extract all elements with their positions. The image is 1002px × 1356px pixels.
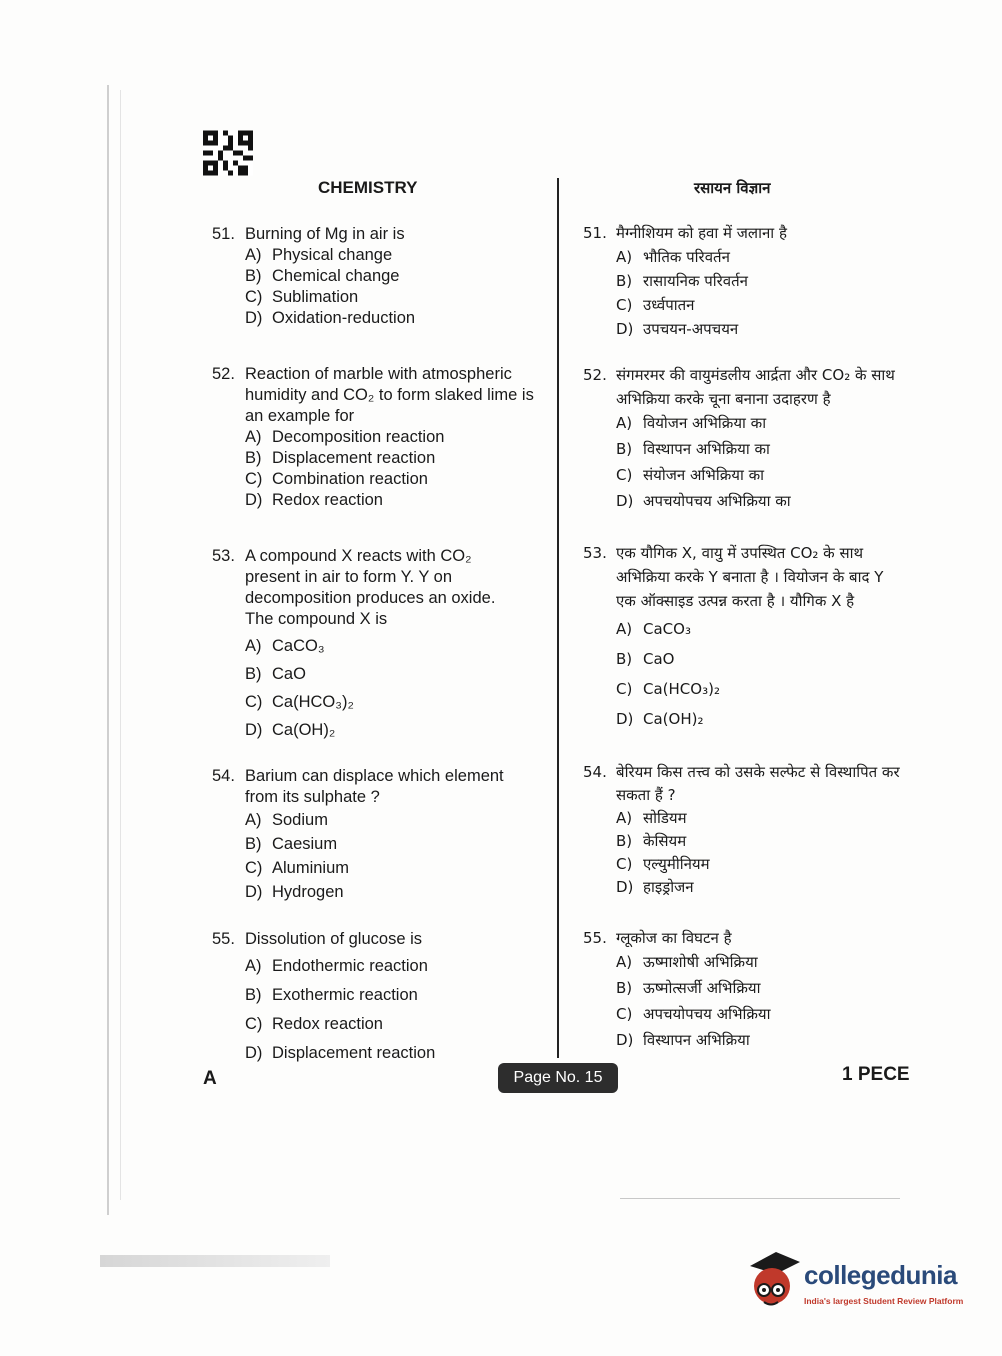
option-c: C) Sublimation bbox=[245, 288, 359, 306]
option-a: A) Physical change bbox=[245, 246, 393, 264]
option-a: A) Endothermic reaction bbox=[245, 957, 428, 975]
question-number: 55. bbox=[583, 929, 607, 947]
question-text: मैग्नीशियम को हवा में जलाना है bbox=[616, 224, 787, 242]
question-51-hi bbox=[583, 221, 903, 363]
question-text: एक यौगिक X, वायु में उपस्थित CO₂ के साथ अभिक्रिया करके Y बनाता है । वियोजन के बाद Y एक ऑक्साइड उत्पन्न करता है । यौगिक X है bbox=[616, 544, 884, 610]
option-a: A) सोडियम bbox=[616, 809, 687, 827]
scan-edge bbox=[107, 85, 109, 1215]
option-b: B) CaO bbox=[616, 650, 675, 668]
watermark-logo bbox=[742, 1248, 972, 1316]
option-a: A) CaCO₃ bbox=[616, 620, 691, 638]
option-b: B) ऊष्मोत्सर्जी अभिक्रिया bbox=[616, 979, 761, 997]
scan-rule bbox=[620, 1198, 900, 1199]
page-number: Page No. 15 bbox=[498, 1063, 618, 1093]
option-a: A) Decomposition reaction bbox=[245, 428, 445, 446]
option-c: C) अपचयोपचय अभिक्रिया bbox=[616, 1005, 771, 1023]
option-d: D) विस्थापन अभिक्रिया bbox=[616, 1031, 750, 1049]
english-heading: CHEMISTRY bbox=[318, 178, 418, 197]
option-c: C) एल्युमीनियम bbox=[616, 855, 710, 873]
question-text: Reaction of marble with atmospheric humidity and CO₂ to form slaked lime is an example for bbox=[245, 365, 534, 425]
option-d: D) अपचयोपचय अभिक्रिया का bbox=[616, 492, 791, 510]
brand-name: collegedunia bbox=[804, 1260, 957, 1290]
option-d: D) हाइड्रोजन bbox=[616, 878, 694, 896]
question-text: A compound X reacts with CO₂ present in air to form Y. Y on decomposition produces an oxide. The compound X is bbox=[245, 547, 496, 628]
english-column bbox=[212, 224, 537, 1072]
option-d: D) Displacement reaction bbox=[245, 1044, 436, 1062]
option-b: B) Exothermic reaction bbox=[245, 986, 418, 1004]
option-c: C) Ca(HCO₃)₂ bbox=[616, 680, 720, 698]
question-text: संगमरमर की वायुमंडलीय आर्द्रता और CO₂ के साथ अभिक्रिया करके चूना बनाना उदाहरण है bbox=[616, 366, 895, 408]
question-text: Burning of Mg in air is bbox=[245, 225, 405, 243]
question-number: 51. bbox=[583, 224, 607, 242]
option-a: A) भौतिक परिवर्तन bbox=[616, 248, 730, 266]
question-number: 52. bbox=[583, 366, 607, 384]
option-c: C) Combination reaction bbox=[245, 470, 428, 488]
brand-tagline: India's largest Student Review Platform bbox=[804, 1296, 964, 1306]
option-a: A) वियोजन अभिक्रिया का bbox=[616, 414, 767, 432]
scan-edge bbox=[120, 90, 121, 1200]
question-52-en bbox=[212, 364, 537, 546]
option-c: C) संयोजन अभिक्रिया का bbox=[616, 466, 765, 484]
question-number: 55. bbox=[212, 930, 235, 948]
option-c: C) Ca(HCO₃)₂ bbox=[245, 693, 354, 711]
question-53-hi bbox=[583, 541, 903, 761]
question-text: Dissolution of glucose is bbox=[245, 930, 423, 948]
question-52-hi bbox=[583, 363, 903, 541]
option-b: B) Displacement reaction bbox=[245, 449, 436, 467]
question-number: 53. bbox=[212, 547, 235, 565]
question-number: 53. bbox=[583, 544, 607, 562]
option-d: D) Hydrogen bbox=[245, 883, 344, 901]
mascot-icon bbox=[742, 1248, 802, 1316]
option-c: C) उर्ध्वपातन bbox=[616, 296, 695, 314]
option-b: B) केसियम bbox=[616, 832, 687, 850]
option-a: A) ऊष्माशोषी अभिक्रिया bbox=[616, 953, 758, 971]
qr-code-icon bbox=[203, 130, 253, 176]
option-a: A) CaCO₃ bbox=[245, 637, 325, 655]
option-b: B) Caesium bbox=[245, 835, 338, 853]
question-number: 54. bbox=[212, 767, 235, 785]
option-b: B) विस्थापन अभिक्रिया का bbox=[616, 440, 770, 458]
question-55-en bbox=[212, 929, 537, 1072]
question-text: बेरियम किस तत्त्व को उसके सल्फेट से विस्थापित कर सकता हैं ? bbox=[616, 763, 900, 804]
hindi-column bbox=[583, 221, 903, 1054]
option-b: B) रासायनिक परिवर्तन bbox=[616, 272, 748, 290]
option-d: D) Ca(OH)₂ bbox=[616, 710, 704, 728]
scan-shadow bbox=[100, 1255, 330, 1267]
question-number: 54. bbox=[583, 763, 607, 781]
hindi-heading: रसायन विज्ञान bbox=[694, 179, 771, 197]
paper-code: 1 PECE bbox=[842, 1064, 910, 1085]
question-53-en bbox=[212, 546, 537, 766]
question-51-en bbox=[212, 224, 537, 364]
question-55-hi bbox=[583, 926, 903, 1054]
option-b: B) CaO bbox=[245, 665, 306, 683]
option-c: C) Aluminium bbox=[245, 859, 350, 877]
option-d: D) उपचयन-अपचयन bbox=[616, 320, 739, 338]
option-b: B) Chemical change bbox=[245, 267, 400, 285]
option-d: D) Oxidation-reduction bbox=[245, 309, 416, 327]
question-54-hi bbox=[583, 761, 903, 926]
question-54-en bbox=[212, 766, 537, 929]
option-a: A) Sodium bbox=[245, 811, 328, 829]
question-text: Barium can displace which element from its sulphate ? bbox=[245, 767, 504, 806]
question-text: ग्लूकोज का विघटन है bbox=[616, 929, 732, 947]
question-number: 51. bbox=[212, 225, 235, 243]
option-c: C) Redox reaction bbox=[245, 1015, 383, 1033]
column-divider bbox=[557, 178, 559, 1058]
option-d: D) Ca(OH)₂ bbox=[245, 721, 336, 739]
question-number: 52. bbox=[212, 365, 235, 383]
series-label: A bbox=[203, 1068, 217, 1089]
option-d: D) Redox reaction bbox=[245, 491, 383, 509]
